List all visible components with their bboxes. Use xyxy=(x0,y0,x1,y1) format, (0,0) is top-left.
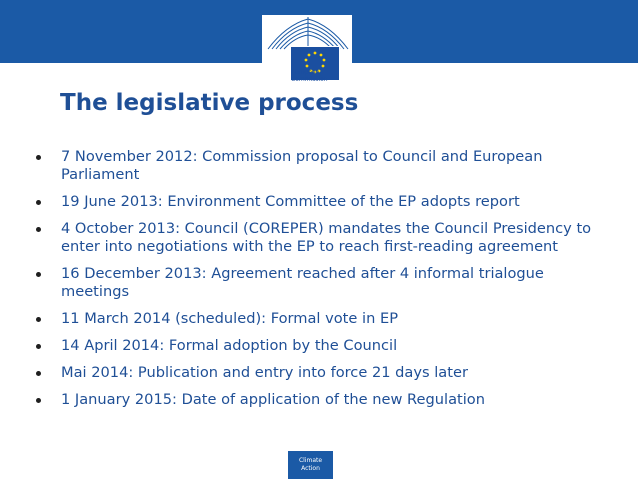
bullet-item xyxy=(36,265,606,301)
bullet-dot-icon xyxy=(36,317,41,322)
bullet-dot-icon xyxy=(36,371,41,376)
bullet-dot-icon xyxy=(36,227,41,232)
bullet-dot-icon xyxy=(36,200,41,205)
logo-text xyxy=(291,69,328,83)
slide-title: The legislative process xyxy=(60,90,359,116)
bullet-item xyxy=(36,337,606,355)
bullet-text: Mai 2014: Publication and entry into force 21 days later xyxy=(61,364,468,381)
bullet-text: 1 January 2015: Date of application of the new Regulation xyxy=(61,391,485,408)
bullet-item xyxy=(36,220,606,256)
logo-line-2: Commission xyxy=(291,76,328,83)
bullet-item xyxy=(36,148,606,184)
bullet-text: 11 March 2014 (scheduled): Formal vote in EP xyxy=(61,310,398,327)
bullet-item xyxy=(36,193,606,211)
bullet-dot-icon xyxy=(36,398,41,403)
bullet-list xyxy=(36,148,606,418)
climate-action-badge xyxy=(288,451,333,479)
logo-line-1: European xyxy=(291,69,320,76)
bullet-text: 14 April 2014: Formal adoption by the Council xyxy=(61,337,398,354)
bullet-text: 16 December 2013: Agreement reached after 4 informal trialogue meetings xyxy=(61,265,544,300)
bullet-item xyxy=(36,364,606,382)
bullet-dot-icon xyxy=(36,155,41,160)
bullet-text: 7 November 2012: Commission proposal to Council and European Parliament xyxy=(61,148,543,183)
bullet-item xyxy=(36,310,606,328)
bullet-item xyxy=(36,391,606,409)
bullet-text: 4 October 2013: Council (COREPER) mandates the Council Presidency to enter into negotiations with the EP to reach first-reading agreement xyxy=(61,220,592,255)
bullet-dot-icon xyxy=(36,272,41,277)
bullet-dot-icon xyxy=(36,344,41,349)
bullet-text: 19 June 2013: Environment Committee of the EP adopts report xyxy=(61,193,520,210)
european-commission-logo xyxy=(262,15,352,95)
badge-line-1: Climate xyxy=(298,457,323,464)
badge-line-2: Action xyxy=(301,465,320,472)
